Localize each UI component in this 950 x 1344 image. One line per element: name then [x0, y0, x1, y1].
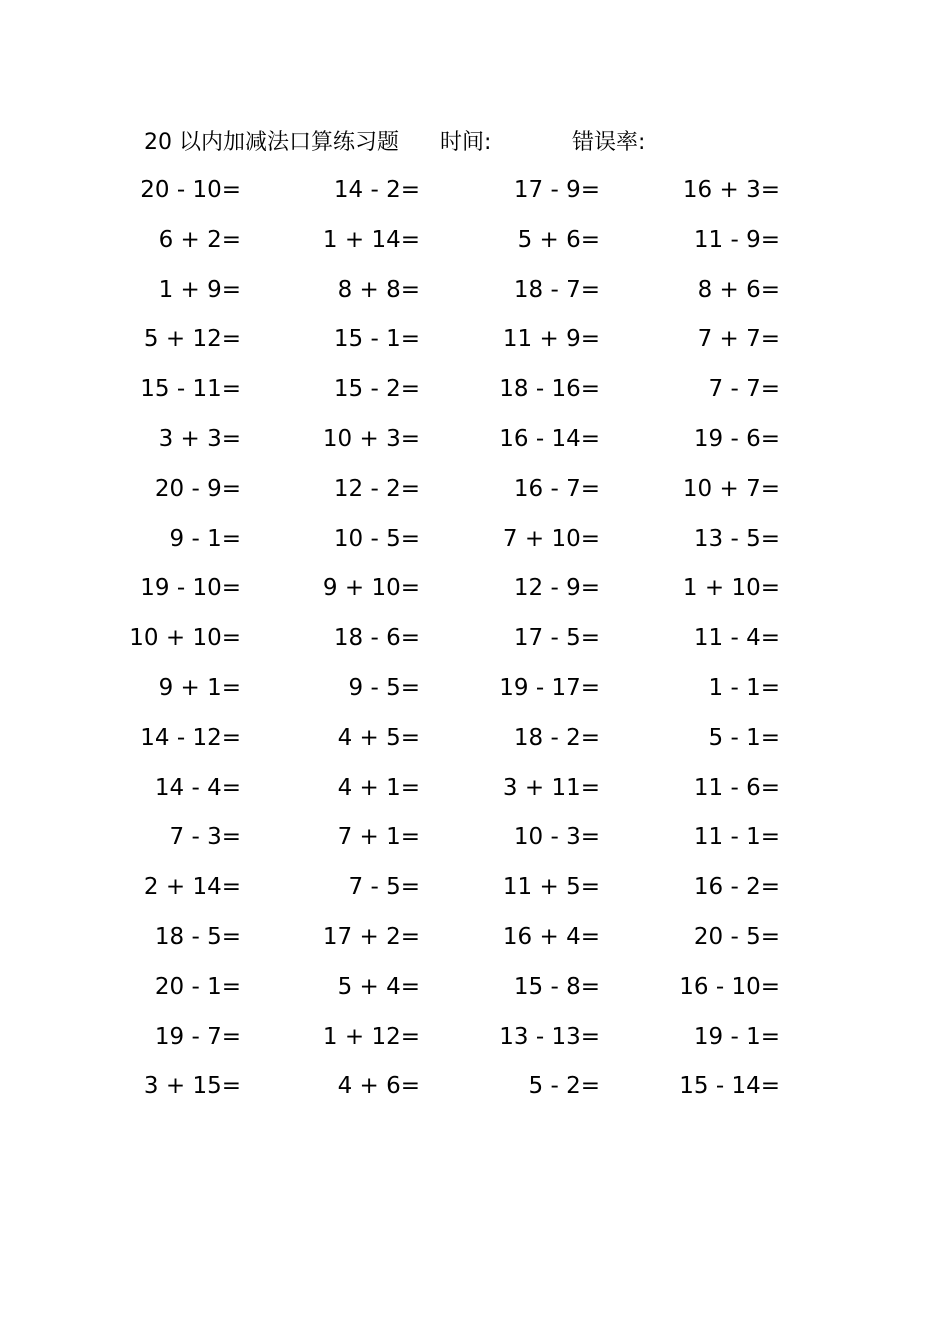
problem-cell: 9 - 1=	[169, 525, 241, 552]
problem-cell: 10 + 3=	[322, 425, 420, 452]
problem-cell: 11 - 1=	[693, 824, 780, 851]
problem-cell: 15 - 11=	[140, 376, 241, 403]
problem-row	[0, 863, 950, 913]
problem-row	[0, 963, 950, 1013]
problem-cell: 20 - 1=	[154, 973, 241, 1000]
problem-cell: 3 + 11=	[502, 774, 600, 801]
problem-cell: 13 - 5=	[693, 525, 780, 552]
problem-row	[0, 664, 950, 714]
worksheet-title: 20 以内加减法口算练习题	[144, 130, 399, 155]
problem-cell: 20 - 9=	[154, 475, 241, 502]
problem-cell: 3 + 3=	[158, 425, 241, 452]
problem-cell: 16 + 4=	[502, 923, 600, 950]
problem-cell: 19 - 1=	[693, 1023, 780, 1050]
problem-cell: 18 - 16=	[499, 376, 600, 403]
problem-row	[0, 1013, 950, 1063]
problem-cell: 18 - 2=	[513, 724, 600, 751]
problem-row	[0, 166, 950, 216]
problem-cell: 20 - 5=	[693, 923, 780, 950]
problem-cell: 9 - 5=	[348, 674, 420, 701]
problem-cell: 14 - 2=	[333, 177, 420, 203]
problem-cell: 1 + 9=	[158, 276, 241, 303]
problem-cell: 19 - 10=	[140, 575, 241, 602]
problem-cell: 18 - 6=	[333, 625, 420, 652]
problem-cell: 5 - 2=	[528, 1073, 600, 1100]
problem-cell: 1 - 1=	[708, 674, 780, 701]
problem-cell: 10 - 5=	[333, 525, 420, 552]
problem-cell: 5 - 1=	[708, 724, 780, 751]
problem-cell: 18 - 7=	[513, 276, 600, 303]
problem-cell: 15 - 2=	[333, 376, 420, 403]
problem-cell: 2 + 14=	[143, 874, 241, 901]
problem-row	[0, 1062, 950, 1112]
problem-row	[0, 714, 950, 764]
worksheet-header	[144, 126, 784, 160]
problem-cell: 11 + 5=	[502, 874, 600, 901]
problem-cell: 11 - 4=	[693, 625, 780, 652]
problem-cell: 3 + 15=	[143, 1073, 241, 1100]
problem-cell: 11 - 6=	[693, 774, 780, 801]
problem-cell: 9 + 1=	[158, 674, 241, 701]
problem-cell: 11 + 9=	[502, 326, 600, 353]
problem-cell: 7 + 1=	[337, 824, 420, 851]
problem-cell: 1 + 12=	[322, 1023, 420, 1050]
problem-cell: 16 - 7=	[513, 475, 600, 502]
problem-cell: 7 - 7=	[708, 376, 780, 403]
problem-cell: 20 - 10=	[140, 177, 241, 203]
problem-cell: 16 + 3=	[682, 177, 780, 203]
time-label: 时间:	[440, 130, 492, 155]
problem-cell: 14 - 4=	[154, 774, 241, 801]
problem-cell: 5 + 4=	[337, 973, 420, 1000]
problem-cell: 4 + 5=	[337, 724, 420, 751]
problem-cell: 1 + 10=	[682, 575, 780, 602]
problem-row	[0, 465, 950, 515]
problem-cell: 17 + 2=	[322, 923, 420, 950]
problem-row	[0, 764, 950, 814]
problem-cell: 12 - 2=	[333, 475, 420, 502]
problem-cell: 5 + 12=	[143, 326, 241, 353]
problem-cell: 17 - 5=	[513, 625, 600, 652]
problem-cell: 7 + 10=	[502, 525, 600, 552]
problem-cell: 10 + 10=	[129, 625, 241, 652]
problem-cell: 4 + 6=	[337, 1073, 420, 1100]
problem-cell: 10 - 3=	[513, 824, 600, 851]
problem-cell: 6 + 2=	[158, 226, 241, 253]
problem-row	[0, 614, 950, 664]
problem-row	[0, 913, 950, 963]
problem-cell: 15 - 14=	[679, 1073, 780, 1100]
problem-row	[0, 315, 950, 365]
problem-cell: 12 - 9=	[513, 575, 600, 602]
problem-row	[0, 813, 950, 863]
problem-row	[0, 564, 950, 614]
problem-cell: 10 + 7=	[682, 475, 780, 502]
problem-row	[0, 515, 950, 565]
problem-cell: 19 - 7=	[154, 1023, 241, 1050]
problem-cell: 7 + 7=	[697, 326, 780, 353]
problem-row	[0, 365, 950, 415]
problem-cell: 17 - 9=	[513, 177, 600, 203]
problem-cell: 7 - 3=	[169, 824, 241, 851]
problem-cell: 16 - 10=	[679, 973, 780, 1000]
problem-cell: 19 - 17=	[499, 674, 600, 701]
problem-cell: 8 + 6=	[697, 276, 780, 303]
problem-cell: 13 - 13=	[499, 1023, 600, 1050]
problem-cell: 11 - 9=	[693, 226, 780, 253]
problem-row	[0, 266, 950, 316]
problem-cell: 16 - 14=	[499, 425, 600, 452]
problem-cell: 4 + 1=	[337, 774, 420, 801]
problem-cell: 7 - 5=	[348, 874, 420, 901]
problem-grid	[0, 166, 950, 1112]
problem-cell: 5 + 6=	[517, 226, 600, 253]
problem-cell: 18 - 5=	[154, 923, 241, 950]
problem-row	[0, 415, 950, 465]
error-rate-label: 错误率:	[572, 130, 646, 155]
problem-row	[0, 216, 950, 266]
problem-cell: 15 - 1=	[333, 326, 420, 353]
problem-cell: 8 + 8=	[337, 276, 420, 303]
problem-cell: 15 - 8=	[513, 973, 600, 1000]
problem-cell: 14 - 12=	[140, 724, 241, 751]
problem-cell: 9 + 10=	[322, 575, 420, 602]
problem-cell: 19 - 6=	[693, 425, 780, 452]
problem-cell: 16 - 2=	[693, 874, 780, 901]
problem-cell: 1 + 14=	[322, 226, 420, 253]
